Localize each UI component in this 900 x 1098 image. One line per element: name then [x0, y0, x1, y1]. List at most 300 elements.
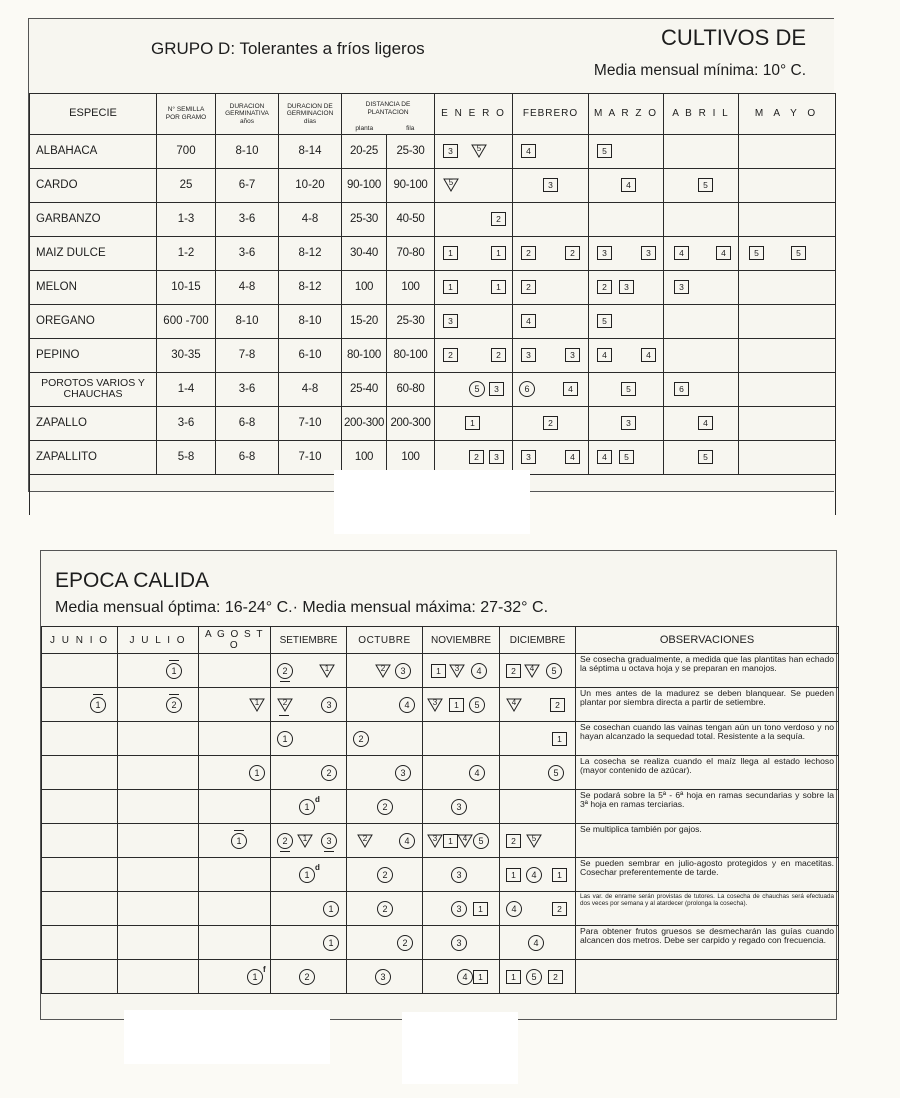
month-cell-octubre [347, 858, 423, 892]
paper-patch [124, 1010, 330, 1064]
cell-planta: 80-100 [342, 338, 387, 372]
month-cell-agosto [199, 756, 271, 790]
overline-mark [234, 830, 244, 831]
circle-mark: 4 [506, 901, 522, 917]
month-cell-agosto [199, 722, 271, 756]
month-cell-agosto [199, 654, 271, 688]
square-mark: 1 [491, 280, 506, 294]
triangle-mark: 4 [506, 698, 522, 712]
calendar-row [42, 960, 839, 994]
square-mark: 4 [698, 416, 713, 430]
cell-dur_germin: 8-12 [279, 270, 342, 304]
triangle-mark: 3 [427, 698, 443, 712]
month-cell-septiembre [271, 892, 347, 926]
cell-fila: 40-50 [387, 202, 435, 236]
square-mark: 1 [506, 868, 521, 882]
month-cell-julio [118, 892, 199, 926]
circle-mark: 6 [519, 381, 535, 397]
calendar-row [42, 654, 839, 688]
square-mark: 2 [443, 348, 458, 362]
triangle-mark: 1 [297, 834, 313, 848]
circle-mark: 3 [451, 935, 467, 951]
cell-fila: 25-30 [387, 304, 435, 338]
circle-mark: 1 [277, 731, 293, 747]
square-mark: 1 [443, 834, 458, 848]
circle-mark: 5 [526, 969, 542, 985]
top-sheet [28, 18, 834, 492]
month-cell-septiembre [271, 654, 347, 688]
month-cell-septiembre [271, 756, 347, 790]
cell-dur_germ: 6-8 [216, 406, 279, 440]
month-cell-octubre [347, 722, 423, 756]
square-mark: 1 [443, 246, 458, 260]
month-cell-enero [435, 406, 513, 440]
species-name: GARBANZO [30, 202, 157, 236]
species-name: ALBAHACA [30, 134, 157, 168]
month-cell-septiembre [271, 960, 347, 994]
triangle-mark: 5 [526, 834, 542, 848]
cell-semilla: 10-15 [157, 270, 216, 304]
month-cell-octubre [347, 756, 423, 790]
month-cell-junio [42, 892, 118, 926]
square-mark: 3 [565, 348, 580, 362]
month-cell-noviembre [423, 858, 500, 892]
observation-text [576, 960, 839, 994]
calendar-table [41, 626, 839, 994]
square-mark: 2 [491, 212, 506, 226]
col-octubre: OCTUBRE [347, 627, 423, 654]
cell-planta: 20-25 [342, 134, 387, 168]
triangle-mark: 1 [249, 698, 265, 712]
square-mark: 3 [597, 246, 612, 260]
square-mark: 5 [791, 246, 806, 260]
circle-mark: 1 [166, 663, 182, 679]
col-julio: J U L I O [118, 627, 199, 654]
circle-mark: 2 [321, 765, 337, 781]
month-cell-marzo [589, 372, 664, 406]
species-name: PEPINO [30, 338, 157, 372]
month-cell-marzo [589, 440, 664, 474]
col-duracion-germinacion: DURACION DE GERMINACION días [279, 94, 342, 135]
circle-mark: 4 [471, 663, 487, 679]
square-mark: 4 [621, 178, 636, 192]
month-cell-abril [664, 406, 739, 440]
square-mark: 1 [431, 664, 446, 678]
month-cell-diciembre [500, 688, 576, 722]
month-cell-marzo [589, 168, 664, 202]
month-cell-agosto [199, 824, 271, 858]
month-cell-julio [118, 790, 199, 824]
cell-fila: 100 [387, 440, 435, 474]
month-cell-mayo [739, 338, 836, 372]
month-cell-septiembre [271, 722, 347, 756]
col-febrero: FEBRERO [513, 94, 589, 135]
month-cell-noviembre [423, 688, 500, 722]
calendar-row [42, 756, 839, 790]
square-mark: 1 [443, 280, 458, 294]
square-mark: 1 [473, 902, 488, 916]
month-cell-noviembre [423, 722, 500, 756]
square-mark: 5 [619, 450, 634, 464]
month-cell-agosto [199, 858, 271, 892]
month-cell-enero [435, 270, 513, 304]
calendar-row [42, 722, 839, 756]
month-cell-diciembre [500, 654, 576, 688]
table-row [30, 270, 836, 304]
month-cell-enero [435, 134, 513, 168]
month-cell-junio [42, 858, 118, 892]
month-cell-abril [664, 236, 739, 270]
cell-dur_germin: 8-12 [279, 236, 342, 270]
month-cell-noviembre [423, 654, 500, 688]
month-cell-diciembre [500, 756, 576, 790]
month-cell-noviembre [423, 960, 500, 994]
square-mark: 1 [465, 416, 480, 430]
month-cell-octubre [347, 790, 423, 824]
observation-text: Las var. de enrame serán provistas de tutores. La cosecha de chauchas será efectuada dos veces por semana y al atardecer (prolonga la cosecha). [576, 892, 839, 926]
circle-mark: 5 [469, 381, 485, 397]
month-cell-marzo [589, 338, 664, 372]
table-row [30, 168, 836, 202]
triangle-mark: 4 [524, 664, 540, 678]
square-mark: 4 [521, 314, 536, 328]
square-mark: 4 [597, 450, 612, 464]
triangle-mark: 4 [457, 834, 473, 848]
observation-text: Se podará sobre la 5ª - 6ª hoja en ramas secundarias y sobre la 3ª hoja en ramas terciarias. [576, 790, 839, 824]
month-cell-diciembre [500, 824, 576, 858]
circle-mark: 4 [399, 833, 415, 849]
month-cell-enero [435, 202, 513, 236]
month-cell-febrero [513, 372, 589, 406]
square-mark: 1 [491, 246, 506, 260]
month-cell-mayo [739, 372, 836, 406]
month-cell-junio [42, 824, 118, 858]
month-cell-mayo [739, 236, 836, 270]
species-name: CARDO [30, 168, 157, 202]
month-cell-julio [118, 960, 199, 994]
superscript-letter: f [263, 964, 266, 974]
col-distancia: DISTANCIA DE PLANTACION [342, 94, 435, 124]
month-cell-mayo [739, 440, 836, 474]
square-mark: 4 [563, 382, 578, 396]
overline-mark [169, 660, 179, 661]
cell-semilla: 25 [157, 168, 216, 202]
calendar-row [42, 790, 839, 824]
month-cell-octubre [347, 926, 423, 960]
month-cell-septiembre [271, 824, 347, 858]
square-mark: 3 [443, 144, 458, 158]
month-cell-diciembre [500, 722, 576, 756]
square-mark: 2 [521, 280, 536, 294]
paper-patch [402, 1012, 518, 1084]
cell-dur_germin: 4-8 [279, 202, 342, 236]
cell-semilla: 600 -700 [157, 304, 216, 338]
square-mark: 2 [565, 246, 580, 260]
cell-dur_germ: 3-6 [216, 372, 279, 406]
month-cell-febrero [513, 202, 589, 236]
square-mark: 2 [506, 834, 521, 848]
month-cell-marzo [589, 134, 664, 168]
col-setiembre: SETIEMBRE [271, 627, 347, 654]
month-cell-junio [42, 654, 118, 688]
col-especie: ESPECIE [30, 94, 157, 135]
square-mark: 5 [698, 178, 713, 192]
cell-fila: 80-100 [387, 338, 435, 372]
square-mark: 3 [443, 314, 458, 328]
month-cell-septiembre [271, 790, 347, 824]
circle-mark: 2 [277, 663, 293, 679]
col-semilla: N° SEMILLA POR GRAMO [157, 94, 216, 135]
calendar-header-row [42, 627, 839, 654]
table-row [30, 236, 836, 270]
cell-dur_germin: 7-10 [279, 440, 342, 474]
circle-mark: 2 [166, 697, 182, 713]
circle-mark: 3 [451, 799, 467, 815]
circle-mark: 5 [473, 833, 489, 849]
col-marzo: M A R Z O [589, 94, 664, 135]
month-cell-julio [118, 654, 199, 688]
observation-text: Se cosechan cuando las vainas tengan aún un tono verdoso y no hayan alcanzado la sequedad total. Resistente a la sequía. [576, 722, 839, 756]
calendar-row [42, 858, 839, 892]
month-cell-julio [118, 722, 199, 756]
circle-mark: 4 [528, 935, 544, 951]
calendar-row [42, 926, 839, 960]
table-row [30, 406, 836, 440]
month-cell-julio [118, 824, 199, 858]
month-cell-febrero [513, 270, 589, 304]
underline-mark [279, 715, 289, 716]
month-cell-febrero [513, 236, 589, 270]
min-temp-subtitle: Media mensual mínima: 10° C. [593, 62, 806, 79]
month-cell-diciembre [500, 926, 576, 960]
month-cell-septiembre [271, 688, 347, 722]
square-mark: 5 [597, 314, 612, 328]
month-cell-noviembre [423, 790, 500, 824]
col-enero: E N E R O [435, 94, 513, 135]
month-cell-noviembre [423, 926, 500, 960]
square-mark: 3 [521, 450, 536, 464]
species-name: ZAPALLITO [30, 440, 157, 474]
table-row [30, 134, 836, 168]
col-diciembre: DICIEMBRE [500, 627, 576, 654]
month-cell-abril [664, 202, 739, 236]
species-name: MELON [30, 270, 157, 304]
square-mark: 3 [619, 280, 634, 294]
cell-dur_germin: 10-20 [279, 168, 342, 202]
circle-mark: 3 [451, 901, 467, 917]
month-cell-enero [435, 168, 513, 202]
circle-mark: 1 d [299, 867, 315, 883]
col-fila: fila [387, 124, 435, 135]
circle-mark: 4 [399, 697, 415, 713]
month-cell-junio [42, 756, 118, 790]
month-cell-enero [435, 236, 513, 270]
circle-mark: 1 [249, 765, 265, 781]
month-cell-marzo [589, 202, 664, 236]
square-mark: 2 [506, 664, 521, 678]
superscript-letter: d [315, 794, 320, 804]
square-mark: 2 [521, 246, 536, 260]
square-mark: 4 [521, 144, 536, 158]
month-cell-diciembre [500, 790, 576, 824]
calendar-row [42, 688, 839, 722]
species-name: POROTOS VARIOS Y CHAUCHAS [30, 372, 157, 406]
cell-dur_germin: 4-8 [279, 372, 342, 406]
square-mark: 2 [597, 280, 612, 294]
cell-dur_germ: 7-8 [216, 338, 279, 372]
circle-mark: 1 f [247, 969, 263, 985]
month-cell-mayo [739, 168, 836, 202]
month-cell-agosto [199, 960, 271, 994]
month-cell-abril [664, 338, 739, 372]
cell-dur_germ: 6-8 [216, 440, 279, 474]
square-mark: 5 [749, 246, 764, 260]
month-cell-junio [42, 960, 118, 994]
overline-mark [93, 694, 103, 695]
month-cell-enero [435, 372, 513, 406]
species-name: OREGANO [30, 304, 157, 338]
col-planta: planta [342, 124, 387, 135]
section-header: CULTIVOS DE [660, 25, 806, 50]
triangle-mark: 3 [449, 664, 465, 678]
calendar-row [42, 824, 839, 858]
cell-dur_germ: 4-8 [216, 270, 279, 304]
month-cell-febrero [513, 168, 589, 202]
month-cell-febrero [513, 440, 589, 474]
table-row [30, 304, 836, 338]
month-cell-junio [42, 722, 118, 756]
cell-dur_germin: 6-10 [279, 338, 342, 372]
table-row [30, 338, 836, 372]
square-mark: 4 [565, 450, 580, 464]
month-cell-enero [435, 338, 513, 372]
month-cell-enero [435, 304, 513, 338]
month-cell-mayo [739, 270, 836, 304]
circle-mark: 2 [353, 731, 369, 747]
cell-semilla: 3-6 [157, 406, 216, 440]
cell-semilla: 30-35 [157, 338, 216, 372]
bottom-sheet [40, 550, 837, 1020]
month-cell-mayo [739, 406, 836, 440]
cell-fila: 60-80 [387, 372, 435, 406]
square-mark: 2 [491, 348, 506, 362]
square-mark: 1 [552, 732, 567, 746]
square-mark: 6 [674, 382, 689, 396]
triangle-mark: 3 [427, 834, 443, 848]
month-cell-marzo [589, 236, 664, 270]
circle-mark: 2 [397, 935, 413, 951]
superscript-letter: d [315, 862, 320, 872]
cell-dur_germ: 8-10 [216, 304, 279, 338]
circle-mark: 3 [375, 969, 391, 985]
month-cell-abril [664, 440, 739, 474]
triangle-mark: 5 [471, 144, 487, 158]
cell-dur_germ: 3-6 [216, 236, 279, 270]
month-cell-octubre [347, 824, 423, 858]
col-agosto: A G O S T O [199, 627, 271, 654]
cell-semilla: 700 [157, 134, 216, 168]
species-name: ZAPALLO [30, 406, 157, 440]
cell-fila: 100 [387, 270, 435, 304]
cell-planta: 100 [342, 440, 387, 474]
circle-mark: 1 d [299, 799, 315, 815]
circle-mark: 2 [377, 867, 393, 883]
month-cell-agosto [199, 892, 271, 926]
month-cell-abril [664, 304, 739, 338]
triangle-mark: 5 [443, 178, 459, 192]
cell-semilla: 1-3 [157, 202, 216, 236]
month-cell-octubre [347, 892, 423, 926]
observation-text: Un mes antes de la madurez se deben blanquear. Se pueden plantar por siembra directa a partir de setiembre. [576, 688, 839, 722]
circle-mark: 4 [457, 969, 473, 985]
underline-mark [324, 851, 334, 852]
month-cell-abril [664, 168, 739, 202]
month-cell-julio [118, 858, 199, 892]
month-cell-diciembre [500, 892, 576, 926]
square-mark: 2 [469, 450, 484, 464]
col-observaciones: OBSERVACIONES [576, 627, 839, 654]
triangle-mark: 2 [357, 834, 373, 848]
square-mark: 1 [506, 970, 521, 984]
circle-mark: 2 [277, 833, 293, 849]
circle-mark: 3 [321, 697, 337, 713]
month-cell-mayo [739, 134, 836, 168]
col-abril: A B R I L [664, 94, 739, 135]
circle-mark: 5 [469, 697, 485, 713]
species-name: MAIZ DULCE [30, 236, 157, 270]
cell-planta: 200-300 [342, 406, 387, 440]
overline-mark [169, 694, 179, 695]
circle-mark: 2 [377, 901, 393, 917]
month-cell-junio [42, 688, 118, 722]
month-cell-octubre [347, 688, 423, 722]
square-mark: 2 [552, 902, 567, 916]
month-cell-agosto [199, 688, 271, 722]
col-noviembre: NOVIEMBRE [423, 627, 500, 654]
circle-mark: 2 [299, 969, 315, 985]
month-cell-abril [664, 134, 739, 168]
month-cell-enero [435, 440, 513, 474]
month-cell-septiembre [271, 858, 347, 892]
square-mark: 5 [597, 144, 612, 158]
month-cell-noviembre [423, 824, 500, 858]
col-junio: J U N I O [42, 627, 118, 654]
circle-mark: 4 [469, 765, 485, 781]
cell-planta: 90-100 [342, 168, 387, 202]
species-table [29, 93, 836, 515]
month-cell-abril [664, 372, 739, 406]
circle-mark: 1 [90, 697, 106, 713]
square-mark: 3 [521, 348, 536, 362]
month-cell-marzo [589, 406, 664, 440]
circle-mark: 1 [231, 833, 247, 849]
observation-text: Se cosecha gradualmente, a medida que las plantitas han echado la séptima u octava hoja y se preparan en manojos. [576, 654, 839, 688]
circle-mark: 1 [323, 935, 339, 951]
cell-fila: 25-30 [387, 134, 435, 168]
month-cell-noviembre [423, 756, 500, 790]
square-mark: 3 [621, 416, 636, 430]
month-cell-diciembre [500, 960, 576, 994]
col-duracion-germinativa: DURACION GERMINATIVA años [216, 94, 279, 135]
cell-planta: 25-30 [342, 202, 387, 236]
square-mark: 4 [597, 348, 612, 362]
cell-fila: 90-100 [387, 168, 435, 202]
square-mark: 2 [548, 970, 563, 984]
circle-mark: 2 [377, 799, 393, 815]
month-cell-junio [42, 926, 118, 960]
circle-mark: 3 [395, 765, 411, 781]
triangle-mark: 2 [277, 698, 293, 712]
